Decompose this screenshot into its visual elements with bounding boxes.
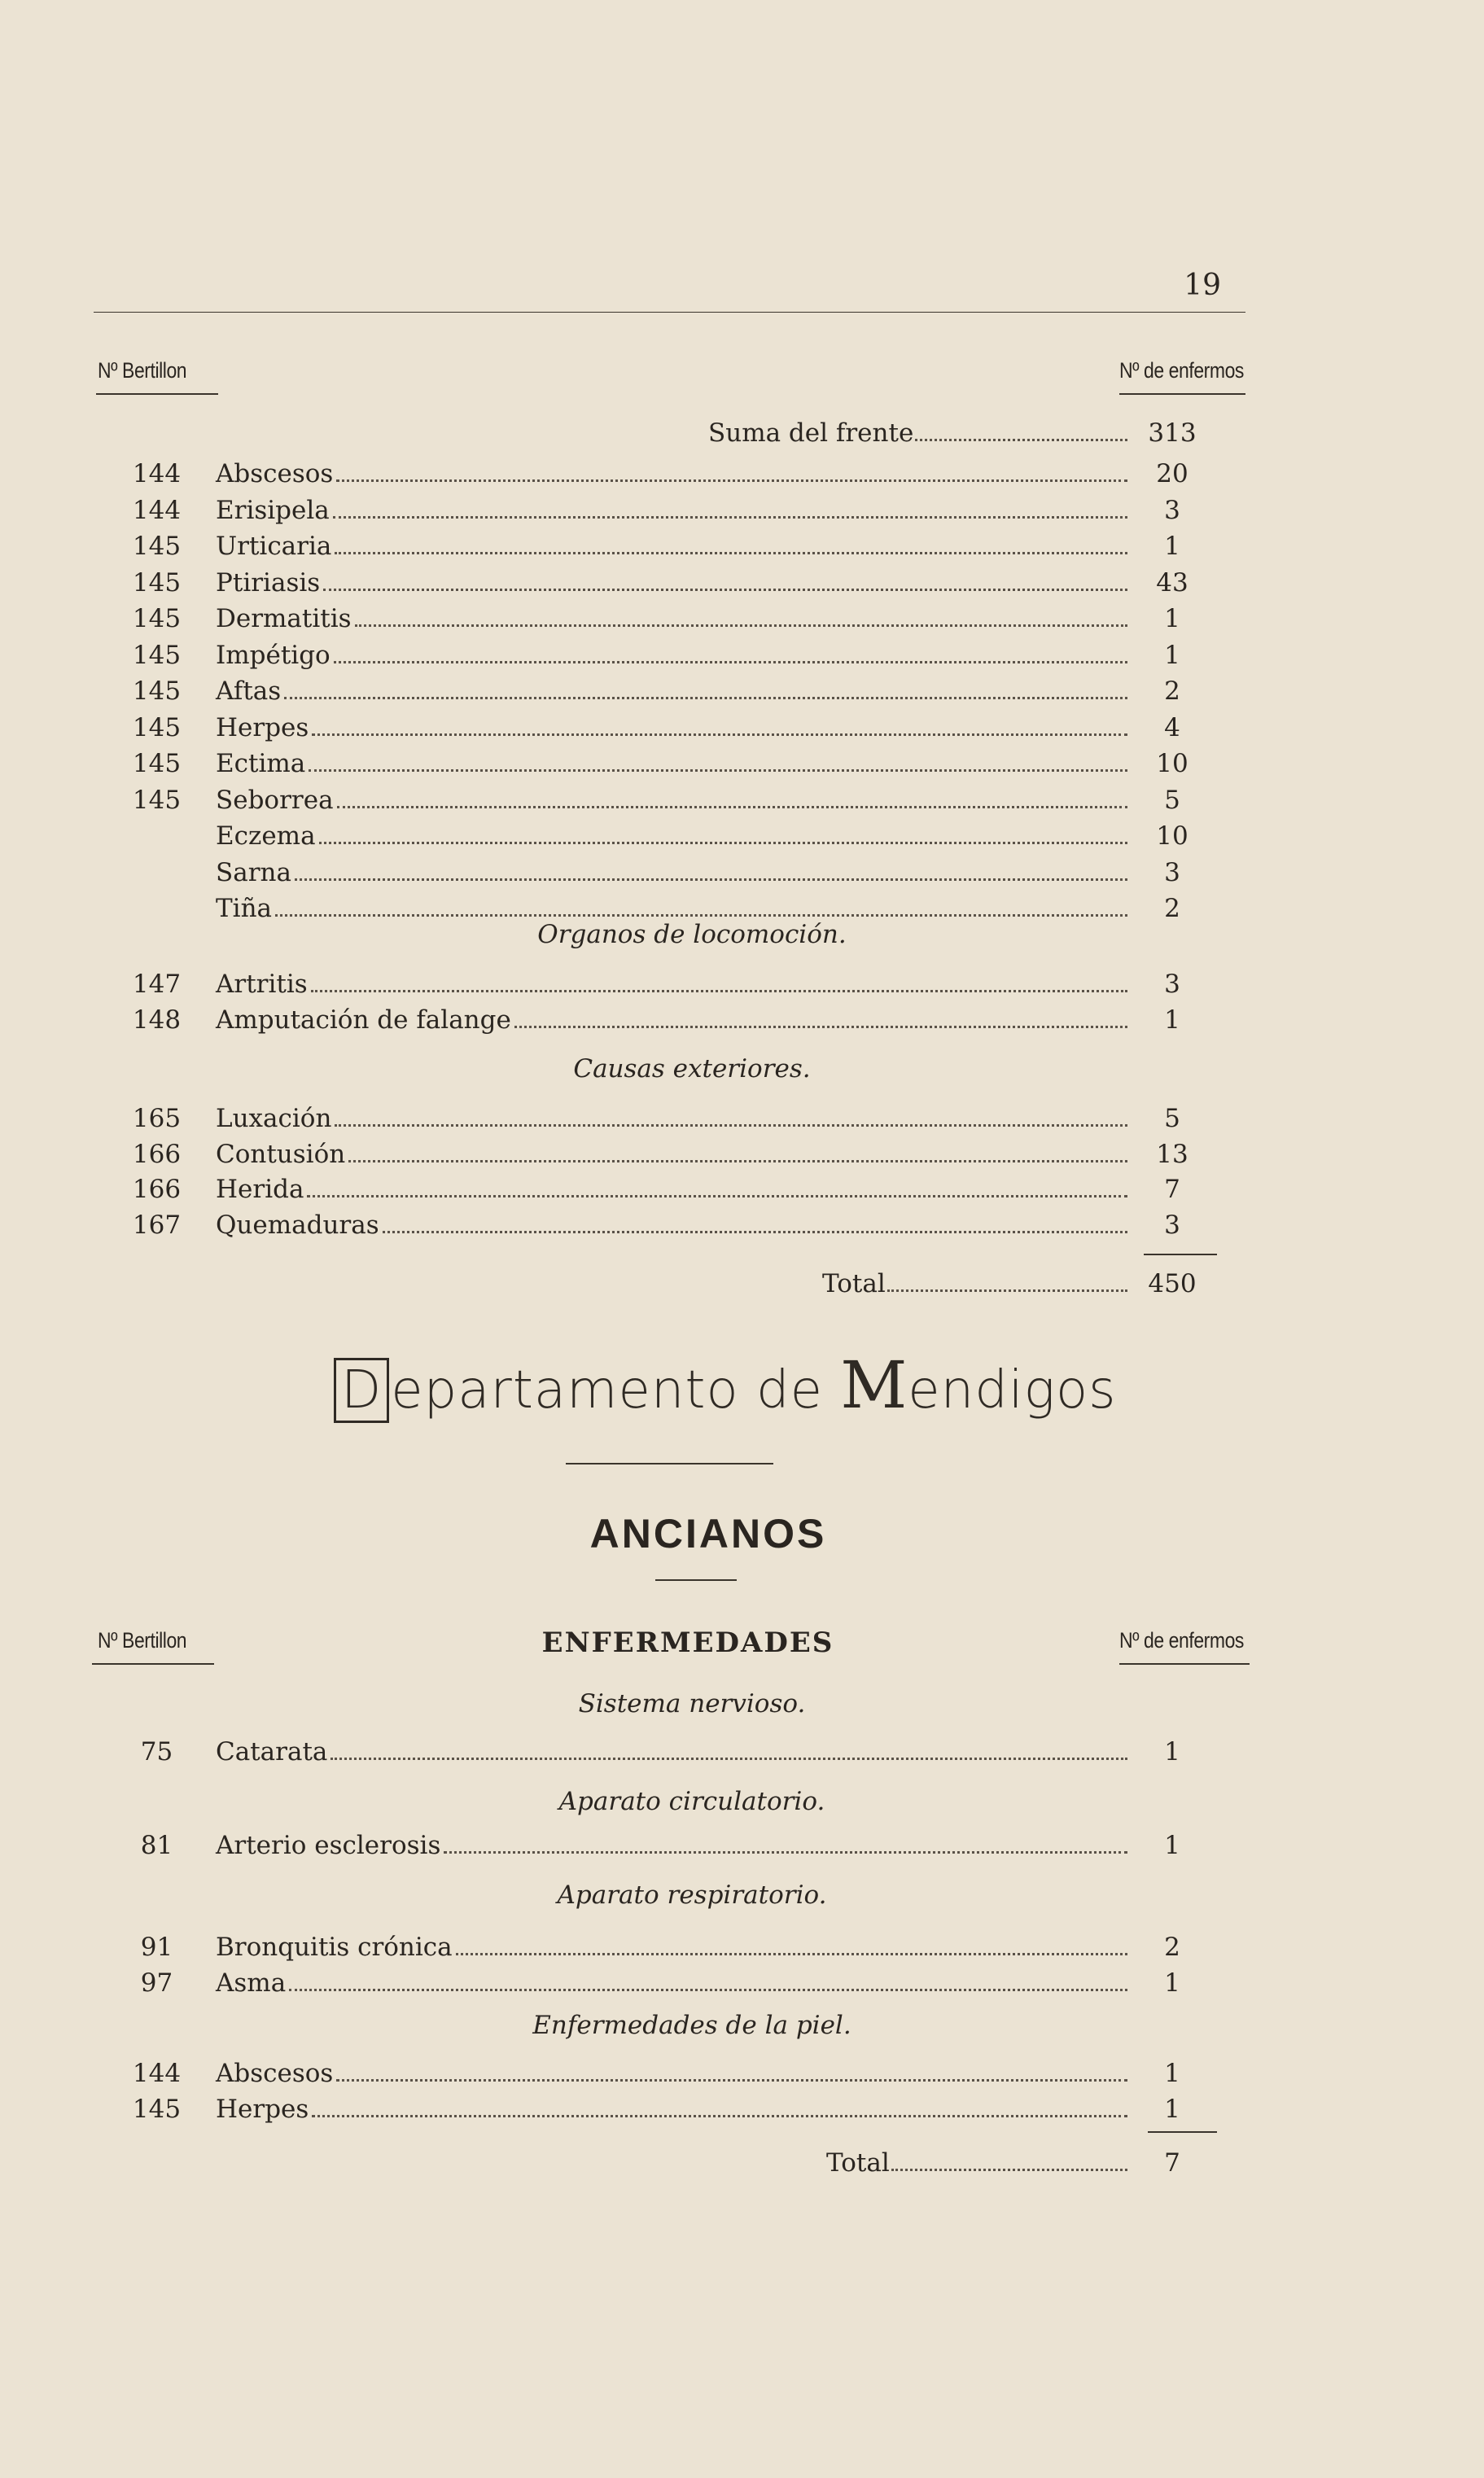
bertillon-number: 145 bbox=[132, 749, 182, 778]
dot-leader bbox=[333, 493, 1127, 519]
patient-count: 1 bbox=[1164, 2095, 1180, 2124]
table-row bbox=[118, 818, 1209, 854]
section-heading: Sistema nervioso. bbox=[578, 1689, 806, 1718]
bertillon-number: 166 bbox=[132, 1175, 182, 1204]
section-heading: Enfermedades de la piel. bbox=[532, 2011, 851, 2040]
dot-leader bbox=[275, 891, 1127, 917]
patient-count: 1 bbox=[1164, 1005, 1180, 1035]
section-heading: Aparato circulatorio. bbox=[558, 1787, 825, 1816]
disease-name: Amputación de falange bbox=[216, 1005, 511, 1035]
disease-name: Herpes bbox=[216, 2095, 309, 2124]
patient-count: 5 bbox=[1164, 785, 1180, 815]
carry-value: 313 bbox=[1148, 418, 1197, 448]
patient-count: 3 bbox=[1164, 1210, 1180, 1240]
patient-count: 1 bbox=[1164, 1831, 1180, 1860]
table-row bbox=[118, 1136, 1209, 1172]
dot-leader bbox=[289, 1966, 1127, 1991]
table-row bbox=[118, 1171, 1209, 1207]
total-label: Total bbox=[822, 1269, 886, 1298]
col-header-enfermedades: ENFERMEDADES bbox=[541, 1626, 834, 1659]
total-value: 450 bbox=[1148, 1269, 1197, 1298]
patient-count: 3 bbox=[1164, 857, 1180, 887]
page-number: 19 bbox=[1184, 269, 1221, 302]
disease-name: Bronquitis crónica bbox=[216, 1933, 453, 1962]
section-heading: Aparato respiratorio. bbox=[557, 1880, 827, 1910]
patient-count: 1 bbox=[1164, 640, 1180, 670]
total-rule bbox=[1144, 1254, 1217, 1255]
section-title: ANCIANOS bbox=[589, 1511, 827, 1556]
patient-count: 3 bbox=[1164, 495, 1180, 525]
dot-leader bbox=[334, 638, 1127, 663]
carry-row bbox=[708, 415, 1209, 451]
dot-leader bbox=[335, 1101, 1127, 1127]
carry-label: Suma del frente bbox=[708, 418, 914, 448]
dot-leader bbox=[336, 457, 1127, 482]
col-header-bertillon: Nº Bertillon bbox=[98, 1628, 187, 1653]
patient-count: 2 bbox=[1164, 1933, 1180, 1962]
patient-count: 2 bbox=[1164, 894, 1180, 923]
dot-leader bbox=[348, 1137, 1127, 1162]
disease-name: Aftas bbox=[216, 676, 282, 706]
bertillon-number: 145 bbox=[132, 640, 182, 670]
dot-leader bbox=[323, 566, 1127, 591]
patient-count: 1 bbox=[1164, 1737, 1180, 1767]
bertillon-number: 145 bbox=[132, 785, 182, 815]
disease-name: Impétigo bbox=[216, 640, 331, 670]
bertillon-number: 165 bbox=[132, 1104, 182, 1133]
disease-name: Luxación bbox=[216, 1104, 332, 1133]
disease-name: Asma bbox=[216, 1968, 287, 1998]
dot-leader bbox=[309, 746, 1127, 772]
disease-name: Dermatitis bbox=[216, 604, 352, 633]
disease-name: Herida bbox=[216, 1175, 304, 1204]
total-rule bbox=[1148, 2131, 1217, 2133]
table-row bbox=[118, 2056, 1209, 2091]
disease-name: Quemaduras bbox=[216, 1210, 379, 1240]
disease-name: Ectima bbox=[216, 749, 306, 778]
bertillon-number: 81 bbox=[140, 1831, 173, 1860]
total-label: Total bbox=[826, 2148, 890, 2178]
patient-count: 1 bbox=[1164, 1968, 1180, 1998]
patient-count: 4 bbox=[1164, 712, 1180, 742]
disease-name: Urticaria bbox=[216, 532, 332, 561]
table-row bbox=[118, 637, 1209, 673]
title-rule bbox=[566, 1463, 773, 1464]
table-row bbox=[118, 1207, 1209, 1243]
bertillon-number: 148 bbox=[132, 1005, 182, 1035]
patient-count: 13 bbox=[1156, 1139, 1189, 1169]
table-row bbox=[118, 746, 1209, 781]
table-row bbox=[118, 1002, 1209, 1038]
bertillon-number: 144 bbox=[132, 459, 182, 488]
disease-name: Erisipela bbox=[216, 495, 330, 525]
patient-count: 1 bbox=[1164, 604, 1180, 633]
bertillon-number: 166 bbox=[132, 1139, 182, 1169]
col-header-bertillon: Nº Bertillon bbox=[98, 358, 187, 383]
dot-leader bbox=[284, 674, 1127, 699]
patient-count: 43 bbox=[1156, 567, 1189, 598]
dot-leader bbox=[337, 783, 1127, 808]
section-heading: Organos de locomoción. bbox=[537, 920, 847, 949]
disease-name: Herpes bbox=[216, 712, 309, 742]
disease-name: Eczema bbox=[216, 821, 316, 851]
table-row bbox=[118, 673, 1209, 709]
dot-leader bbox=[312, 2092, 1127, 2117]
table-row bbox=[118, 1965, 1209, 2001]
dot-leader bbox=[456, 1930, 1127, 1955]
table-row bbox=[118, 528, 1209, 564]
patient-count: 5 bbox=[1164, 1104, 1180, 1133]
table-row bbox=[118, 565, 1209, 601]
bertillon-number: 91 bbox=[140, 1933, 173, 1962]
patient-count: 1 bbox=[1164, 532, 1180, 561]
bertillon-number: 97 bbox=[140, 1968, 173, 1998]
section-heading: Causas exteriores. bbox=[573, 1054, 811, 1084]
col-header-rule bbox=[92, 1663, 214, 1665]
bertillon-number: 145 bbox=[132, 2095, 182, 2124]
bertillon-number: 145 bbox=[132, 676, 182, 706]
patient-count: 7 bbox=[1164, 1175, 1180, 1204]
table-row bbox=[118, 1101, 1209, 1136]
disease-name: Sarna bbox=[216, 857, 291, 887]
total-row bbox=[822, 1266, 1209, 1302]
col-header-rule bbox=[96, 393, 218, 395]
disease-name: Tiña bbox=[216, 894, 273, 923]
bertillon-number: 144 bbox=[132, 495, 182, 525]
header-rule bbox=[94, 312, 1245, 313]
dot-leader bbox=[295, 856, 1127, 881]
dot-leader bbox=[319, 819, 1127, 844]
table-row bbox=[118, 1828, 1209, 1863]
dot-leader bbox=[444, 1828, 1127, 1854]
dot-leader bbox=[514, 1003, 1127, 1028]
dot-leader bbox=[311, 967, 1127, 992]
col-header-rule bbox=[1119, 393, 1245, 395]
disease-name: Contusión bbox=[216, 1139, 346, 1169]
col-header-rule bbox=[1119, 1663, 1250, 1665]
disease-name: Ptiriasis bbox=[216, 567, 321, 598]
bertillon-number: 145 bbox=[132, 712, 182, 742]
patient-count: 10 bbox=[1156, 821, 1189, 851]
disease-name: Abscesos bbox=[216, 459, 334, 488]
patient-count: 3 bbox=[1164, 970, 1180, 999]
bertillon-number: 144 bbox=[132, 2059, 182, 2088]
bertillon-number: 147 bbox=[132, 970, 182, 999]
table-row bbox=[118, 493, 1209, 528]
table-row bbox=[118, 2091, 1209, 2127]
dot-leader bbox=[312, 711, 1127, 736]
disease-name: Artritis bbox=[216, 970, 308, 999]
disease-name: Catarata bbox=[216, 1737, 328, 1767]
bertillon-number: 145 bbox=[132, 567, 182, 598]
dot-leader bbox=[335, 529, 1127, 554]
disease-name: Seborrea bbox=[216, 785, 334, 815]
table-row bbox=[118, 601, 1209, 637]
disease-name: Arterio esclerosis bbox=[216, 1831, 441, 1860]
total-row bbox=[826, 2145, 1209, 2181]
bertillon-number: 75 bbox=[140, 1737, 173, 1767]
department-title: D epartamento de Mendigos bbox=[334, 1347, 1148, 1423]
disease-name: Abscesos bbox=[216, 2059, 334, 2088]
patient-count: 2 bbox=[1164, 676, 1180, 706]
total-value: 7 bbox=[1164, 2148, 1180, 2178]
subtitle-rule bbox=[655, 1579, 737, 1581]
dot-leader bbox=[383, 1208, 1127, 1233]
col-header-enfermos: Nº de enfermos bbox=[1119, 1628, 1244, 1653]
table-row bbox=[118, 1734, 1209, 1770]
bertillon-number: 145 bbox=[132, 532, 182, 561]
table-row bbox=[118, 855, 1209, 891]
bertillon-number: 167 bbox=[132, 1210, 182, 1240]
bertillon-number: 145 bbox=[132, 604, 182, 633]
patient-count: 1 bbox=[1164, 2059, 1180, 2088]
dot-leader bbox=[336, 2056, 1127, 2082]
dot-leader bbox=[307, 1172, 1127, 1197]
table-row bbox=[118, 966, 1209, 1002]
col-header-enfermos: Nº de enfermos bbox=[1119, 358, 1244, 383]
table-row bbox=[118, 1929, 1209, 1965]
dot-leader bbox=[355, 602, 1127, 627]
patient-count: 20 bbox=[1156, 459, 1189, 488]
table-row bbox=[118, 456, 1209, 492]
table-row bbox=[118, 710, 1209, 746]
table-row bbox=[118, 782, 1209, 818]
patient-count: 10 bbox=[1156, 749, 1189, 778]
dot-leader bbox=[331, 1735, 1127, 1760]
